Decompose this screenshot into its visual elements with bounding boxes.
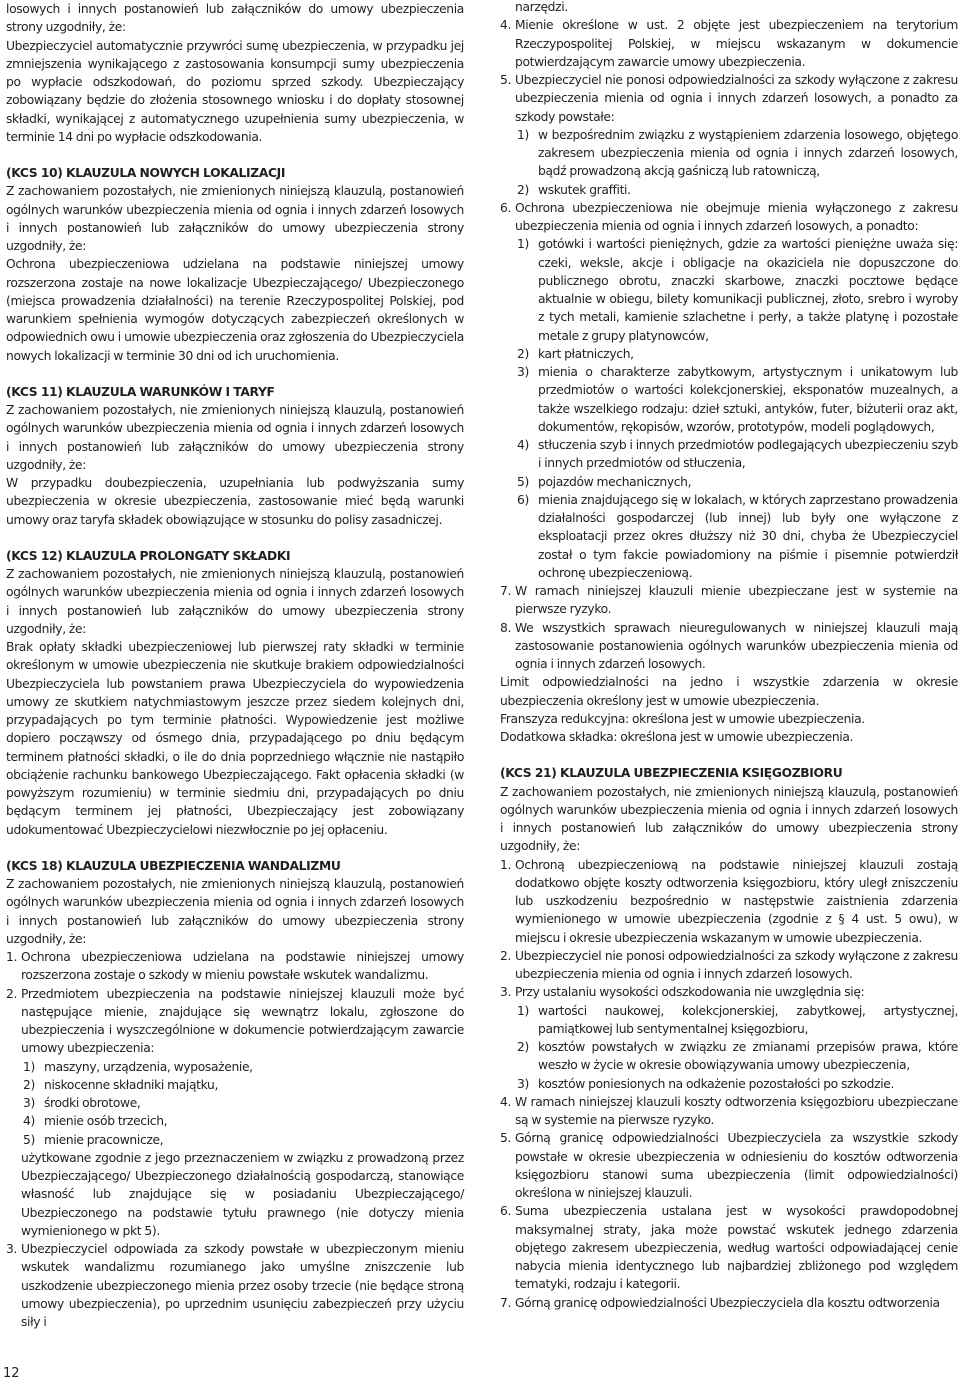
item-text: pojazdów mechanicznych, <box>538 474 692 489</box>
numbered-item <box>6 1149 464 1240</box>
item-text: w bezpośrednim związku z wystąpieniem zdarzenia losowego, objętego zakresem ubezpieczenia mienia od ognia i innych zdarzeń losowych, bądź prowadzoną akcją gaśniczą lub ratowniczą, <box>538 127 958 179</box>
section-heading: (KCS 21) KLAUZULA UBEZPIECZENIA KSIĘGOZBIORU <box>500 766 843 781</box>
numbered-item <box>500 856 958 947</box>
section-heading: (KCS 12) KLAUZULA PROLONGATY SKŁADKI <box>6 548 291 563</box>
item-text: użytkowane zgodnie z jego przeznaczeniem w związku z prowadzoną przez Ubezpieczającego/ Ubezpieczonego działalnością gospodarczą, stanowiące własność lub znajdujące się w posiadaniu Ubezpieczającego/ Ubezpieczonego na podstawie tytułu prawnego (nie dotyczy mienia wymienionego w pkt 5). <box>21 1150 464 1238</box>
sub-item <box>6 1058 464 1076</box>
item-text: stłuczenia szyb i innych przedmiotów podlegających ubezpieczeniu szyb i innych przedmiotów od stłuczenia, <box>538 438 958 471</box>
numbered-item <box>500 71 958 126</box>
paragraph: Ochrona ubezpieczeniowa udzielana na podstawie niniejszej umowy rozszerzona zostaje na nowe lokalizacje Ubezpieczającego/ Ubezpieczonego (miejsca prowadzenia działalności) na terenie Rzeczypospolitej Polskiej, pod warunkiem spełnienia wymogów dotyczących zabezpieczeń określonych w odpowiednich owu i umowie ubezpieczenia oraz zgłoszenia do Ubezpieczyciela nowych lokalizacji w terminie 30 dni od ich uruchomienia. <box>6 257 464 363</box>
sub-item <box>500 491 958 582</box>
item-number: 3) <box>23 1096 35 1110</box>
item-number: 2) <box>517 346 529 361</box>
item-number: 2. <box>6 986 18 1001</box>
item-number: 1) <box>517 237 529 252</box>
sub-item <box>500 1075 958 1093</box>
numbered-item <box>6 948 464 985</box>
item-number: 1. <box>500 857 512 872</box>
sub-item <box>500 126 958 181</box>
item-text: Mienie określone w ust. 2 objęte jest ubezpieczeniem na terytorium Rzeczypospolitej Polskiej, w miejscu wskazanym w dokumencie potwierdzającym zawarcie umowy ubezpieczenia. <box>515 18 958 69</box>
item-text: W ramach niniejszej klauzuli mienie ubezpieczane jest w systemie na pierwsze ryzyko. <box>515 584 958 617</box>
paragraph: Z zachowaniem pozostałych, nie zmienionych niniejszą klauzulą, postanowień ogólnych warunków ubezpieczenia mienia od ognia i innych zdarzeń losowych i innych postanowień lub załączników do umowy ubezpieczenia strony uzgodniły, że: <box>6 877 464 946</box>
item-number: 4) <box>517 438 529 452</box>
numbered-item <box>500 1202 958 1293</box>
section-heading: (KCS 18) KLAUZULA UBEZPIECZENIA WANDALIZMU <box>6 858 341 873</box>
item-text: Ubezpieczyciel nie ponosi odpowiedzialności za szkody wyłączone z zakresu ubezpieczenia mienia od ognia i innych zdarzeń losowych, a ponadto za szkody powstałe: <box>515 73 958 124</box>
item-number: 3) <box>517 1076 529 1091</box>
item-text: Górną granicę odpowiedzialności Ubezpieczyciela za wszystkie szkody powstałe w okresie ubezpieczenia w odniesieniu do kosztów odtworzenia księgozbioru stanowi suma ubezpieczenia (limit odpowiedzialności) określona w niniejszej klauzuli. <box>515 1131 958 1200</box>
item-number: 2) <box>23 1077 35 1092</box>
item-text: Przy ustalaniu wysokości odszkodowania nie uwzględnia się: <box>515 985 865 1000</box>
item-number: 1) <box>517 1003 529 1018</box>
sub-item <box>500 1002 958 1039</box>
sub-item <box>500 181 958 199</box>
item-number: 5. <box>500 73 512 87</box>
item-number: 8. <box>500 620 512 635</box>
item-number: 6) <box>517 492 529 507</box>
paragraph: Limit odpowiedzialności na jedno i wszystkie zdarzenia w okresie ubezpieczenia określony jest w umowie ubezpieczenia. <box>500 675 958 708</box>
item-text: We wszystkich sprawach nieuregulowanych w niniejszej klauzuli mają zastosowanie postanowienia ogólnych warunków ubezpieczenia mienia od ognia i innych zdarzeń losowych. <box>515 620 958 671</box>
item-text: kosztów powstałych w związku ze zmianami przepisów prawa, które weszło w życie w okresie obowiązywania umowy ubezpieczenia, <box>538 1040 958 1073</box>
item-number: 4. <box>500 18 512 33</box>
paragraph: W przypadku doubezpieczenia, uzupełniania lub podwyższania sumy ubezpieczenia w okresie ubezpieczenia, zastosowanie mieć będą warunki umowy oraz taryfa składek obowiązujące w stosunku do polisy zasadniczej. <box>6 476 464 527</box>
sub-item <box>500 235 958 345</box>
item-number: 7. <box>500 1295 512 1310</box>
item-number: 5) <box>517 474 529 489</box>
item-text: Przedmiotem ubezpieczenia na podstawie niniejszej klauzuli może być następujące mienie, znajdujące się wewnątrz lokalu, zgłoszone do ubezpieczenia i wyszczególnione w dokumencie potwierdzającym zawarcie umowy ubezpieczenia: <box>21 986 464 1056</box>
sub-item <box>500 473 958 491</box>
item-text: Ochrona ubezpieczeniowa udzielana na podstawie niniejszej umowy rozszerzona zostaje o szkody w mieniu powstałe wskutek wandalizmu. <box>21 950 464 983</box>
item-text: Suma ubezpieczenia ustalana jest w wysokości prawdopodobnej maksymalnej straty, jaka może powstać wskutek jednego zdarzenia objętego zakresem ubezpieczenia, według wartości odpowiadającej cenie nabycia mienia identycznego lub najbardziej zbliżonego pod względem tematyki, rodzaju i kategorii. <box>515 1204 958 1292</box>
item-number: 1) <box>23 1059 35 1074</box>
item-text: wskutek graffiti. <box>538 182 631 197</box>
paragraph: losowych i innych postanowień lub załączników do umowy ubezpieczenia strony uzgodniły, że: <box>6 2 464 35</box>
numbered-item <box>500 582 958 619</box>
item-text: Ochrona ubezpieczeniowa nie obejmuje mienia wyłączonego z zakresu ubezpieczenia mienia od ognia i innych zdarzeń losowych, a ponadto: <box>515 200 958 233</box>
item-number: 3. <box>6 1242 18 1256</box>
item-number: 1) <box>517 127 529 142</box>
paragraph: Z zachowaniem pozostałych, nie zmienionych niniejszą klauzulą, postanowień ogólnych warunków ubezpieczenia mienia od ognia i innych zdarzeń losowych i innych postanowień lub załączników do umowy ubezpieczenia strony uzgodniły, że: <box>6 403 464 472</box>
numbered-item <box>500 1093 958 1130</box>
numbered-item <box>500 199 958 236</box>
item-text: kosztów poniesionych na odkażenie pozostałości po szkodzie. <box>538 1076 895 1091</box>
item-number: 5) <box>23 1132 35 1147</box>
item-number: 2) <box>517 182 529 197</box>
sub-item <box>6 1076 464 1094</box>
item-text: mienia o charakterze zabytkowym, artystycznym i unikatowym lub przedmiotów o wartości kolekcjonerskiej, eksponatów muzealnych, a także wszelkiego rodzaju: dzieł sztuki, antyków, futer, biżuterii oraz akt, dokumentów, rękopisów, wzorów, prototypów, modeli poglądowych, <box>538 365 958 434</box>
numbered-item <box>500 983 958 1001</box>
numbered-item <box>500 619 958 674</box>
item-text: środki obrotowe, <box>44 1096 141 1110</box>
item-text: Ubezpieczyciel odpowiada za szkody powstałe w ubezpieczonym mieniu wskutek wandalizmu rozumianego jako umyślne zniszczenie lub uszkodzenie ubezpieczonego mienia przez osoby trzecie (nie będące stroną umowy ubezpieczenia), po uprzednim usunięciu zabezpieczeń przy użyciu siły i <box>21 1242 464 1329</box>
sub-item <box>500 363 958 436</box>
item-number: 6. <box>500 1204 512 1219</box>
item-text: maszyny, urządzenia, wyposażenie, <box>44 1059 253 1074</box>
item-text: kart płatniczych, <box>538 346 634 361</box>
item-text: mienie pracownicze, <box>44 1132 164 1147</box>
numbered-item <box>500 16 958 71</box>
item-number: 4. <box>500 1094 512 1109</box>
item-number: 4) <box>23 1114 35 1129</box>
paragraph: Z zachowaniem pozostałych, nie zmienionych niniejszą klauzulą, postanowień ogólnych warunków ubezpieczenia mienia od ognia i innych zdarzeń losowych i innych postanowień lub załączników do umowy ubezpieczenia strony uzgodniły, że: <box>6 184 464 253</box>
paragraph: Z zachowaniem pozostałych, nie zmienionych niniejszą klauzulą, postanowień ogólnych warunków ubezpieczenia mienia od ognia i innych zdarzeń losowych i innych postanowień lub załączników do umowy ubezpieczenia strony uzgodniły, że: <box>6 567 464 636</box>
sub-item <box>6 1094 464 1112</box>
item-text: niskocenne składniki majątku, <box>44 1077 219 1092</box>
sub-item <box>6 1131 464 1149</box>
paragraph: Z zachowaniem pozostałych, nie zmienionych niniejszą klauzulą, postanowień ogólnych warunków ubezpieczenia mienia od ognia i innych zdarzeń losowych i innych postanowień lub załączników do umowy ubezpieczenia strony uzgodniły, że: <box>500 784 958 854</box>
numbered-item <box>500 0 958 16</box>
numbered-item <box>500 947 958 984</box>
numbered-item <box>6 985 464 1058</box>
sub-item <box>500 1038 958 1075</box>
paragraph: Ubezpieczyciel automatycznie przywróci sumę ubezpieczenia, w przypadku jej zmniejszenia wynikającego z zastosowania konsumpcji sumy ubezpieczenia po wypłacie odszkodowań, do poziomu sprzed szkody. Ubezpieczający zobowiązany będzie do złożenia stosownego wniosku i do dopłaty stosownej składki, wynikającej z automatycznego uzupełnienia sumy ubezpieczenia, w terminie 14 dni po wypłacie odszkodowania. <box>6 38 464 144</box>
section-heading: (KCS 11) KLAUZULA WARUNKÓW I TARYF <box>6 384 275 399</box>
item-text: Ochroną ubezpieczeniową na podstawie niniejszej klauzuli zostają dodatkowo objęte koszty odtworzenia księgozbioru, który uległ zniszczeniu lub uszkodzeniu bezpośrednio w następstwie zaistnienia zdarzenia wymienionego w umowie ubezpieczenia (zgodnie z § 4 ust. 5 owu), w miejscu i okresie ubezpieczenia wskazanym w umowie ubezpieczenia. <box>515 857 958 945</box>
sub-item <box>500 345 958 363</box>
item-number: 6. <box>500 200 512 215</box>
paragraph: Dodatkowa składka: określona jest w umowie ubezpieczenia. <box>500 730 854 744</box>
numbered-item <box>500 1294 958 1312</box>
item-text: narzędzi. <box>515 0 568 14</box>
paragraph: Brak opłaty składki ubezpieczeniowej lub pierwszej raty składki w terminie określonym w umowie ubezpieczenia nie skutkuje brakiem odpowiedzialności Ubezpieczyciela lub powstaniem prawa Ubezpieczyciela do wypowiedzenia umowy ze skutkiem natychmiastowym jeszcze przez siedem kolejnych dni, przypadających po tym terminie płatności. Wypowiedzenie jest możliwe dopiero począwszy od ósmego dnia, przypadającego po dniu będącym terminem płatności składki, o ile do dnia poprzedniego włącznie nie nastąpiło obciążenie rachunku bankowego Ubezpieczającego. Fakt opłacenia składki (w powyższym rozumieniu) w terminie siedmiu dni, przypadających po dniu będącym terminem jej płatności, Ubezpieczający jest zobowiązany udokumentować Ubezpieczycielowi niezwłocznie po jej opłaceniu. <box>6 640 464 837</box>
item-number: 2) <box>517 1040 529 1054</box>
sub-item <box>500 436 958 473</box>
item-text: gotówki i wartości pieniężnych, gdzie za wartości pieniężne uważa się: czeki, weksle, akcje i obligacje na okaziciela nie dopuszczone do publicznego obrotu, znaczki skarbowe, znaczki pocztowe będące aktualnie w obiegu, bilety komunikacji publicznej, złoto, srebro i wyroby z tych metali, kamienie szlachetne i perły, a także platynę i pozostałe metale z grupy platynowców, <box>538 237 958 343</box>
item-number: 1. <box>6 950 18 964</box>
item-text: Ubezpieczyciel nie ponosi odpowiedzialności za szkody wyłączone z zakresu ubezpieczenia mienia od ognia i innych zdarzeń losowych. <box>515 948 958 981</box>
item-text: Górną granicę odpowiedzialności Ubezpieczyciela dla kosztu odtworzenia <box>515 1295 940 1310</box>
numbered-item <box>500 1129 958 1202</box>
section-heading: (KCS 10) KLAUZULA NOWYCH LOKALIZACJI <box>6 166 286 180</box>
item-number: 2. <box>500 948 512 963</box>
numbered-item <box>6 1240 464 1331</box>
page-number: 12 <box>3 1366 20 1381</box>
item-text: mienia znajdującego się w lokalach, w których zaprzestano prowadzenia działalności gospodarczej (lub innej) lub były one wyłączone z eksploatacji przez okres dłuższy niż 30 dni, chyba że Ubezpieczyciel został o tym fakcie powiadomiony na piśmie i pisemnie potwierdził ochronę ubezpieczeniową. <box>538 492 958 580</box>
item-number: 5. <box>500 1131 512 1146</box>
paragraph: Franszyza redukcyjna: określona jest w umowie ubezpieczenia. <box>500 711 865 726</box>
left-column <box>6 0 464 1331</box>
right-column <box>500 0 958 1312</box>
item-text: mienie osób trzecich, <box>44 1114 168 1129</box>
item-text: W ramach niniejszej klauzuli koszty odtworzenia księgozbioru ubezpieczane są w systemie na pierwsze ryzyko. <box>515 1094 958 1127</box>
sub-item <box>6 1112 464 1130</box>
item-number: 3. <box>500 985 512 1000</box>
item-number: 3) <box>517 365 529 379</box>
item-text: wartości naukowej, kolekcjonerskiej, zabytkowej, artystycznej, pamiątkowej lub sentymentalnej księgozbioru, <box>538 1003 958 1036</box>
item-number: 7. <box>500 584 512 598</box>
